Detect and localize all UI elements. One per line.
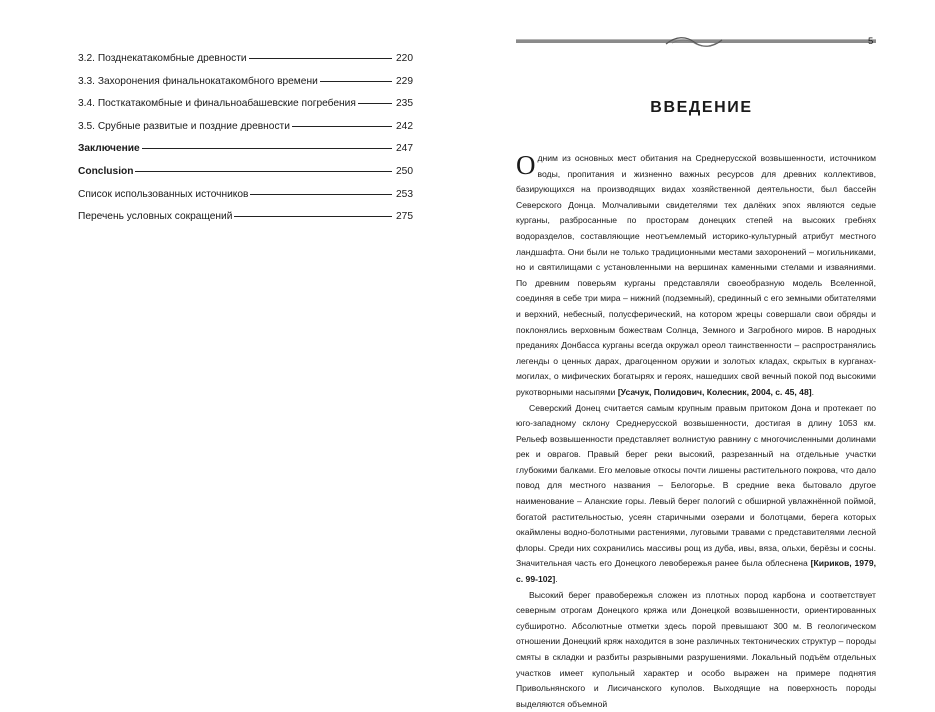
chapter-heading: ВВЕДЕНИЕ [650, 99, 753, 116]
toc-entry[interactable] [78, 165, 413, 188]
toc-entry-title: Conclusion [78, 165, 134, 177]
toc-entry[interactable] [78, 210, 413, 233]
toc-entry-page: 220 [396, 53, 413, 64]
toc-entry-title: 3.3. Захоронения финальнокатакомбного времени [78, 75, 318, 87]
toc-leader-line [142, 148, 392, 149]
left-page [0, 0, 467, 661]
toc-leader-line [358, 103, 392, 104]
toc-entry-title: 3.5. Срубные развитые и поздние древности [78, 120, 290, 132]
toc-leader-line [292, 126, 392, 127]
toc-leader-line [249, 58, 392, 59]
toc-entry-title: 3.4. Посткатакомбные и финальноабашевские погребения [78, 98, 356, 110]
toc-entry-title: Список использованных источников [78, 188, 249, 200]
right-page [468, 0, 935, 709]
toc-entry-page: 235 [396, 98, 413, 110]
toc-entry-page: 275 [396, 211, 413, 223]
toc-entry-page: 253 [396, 188, 413, 200]
paragraph-text: дним из основных мест обитания на Среднерусской возвышенности, источником воды, пропитания и жизненно важных ресурсов для древних коллективов, базирующихся на производящих видах хозяйственной деятельности, был бассейн Северского Донца. Молчаливыми свидетелями тех далёких эпох являются седые курганы, разбросанные по просторам донецких степей на высоких гребнях водоразделов, составляющие неотъемлемый историко-культурный атрибут местного ландшафта. Они были не только традиционными местами захоронений – могильниками, но и святилищами с установленными на вершинах каменными стелами и изваяниями. По древним поверьям курганы представляли своеобразную модель Вселенной, соединяя в себе три мира – нижний (подземный), срединный с его земными обитателями и верхний, небесный, полусферический, на котором жрецы совершали свои обряды и поклонялись верховным божествам Солнца, Земного и Загробного миров. В народных преданиях Донбасса курганы всегда окружал ореол таинственности – распространялись легенды о ценных дарах, драгоценном оружии и золотых кладах, скрытых в курганах-могилах, о мифических богатырях и героях, нашедших свой вечный покой под высокими рукотворными насыпями [516, 153, 876, 397]
paragraph [516, 588, 876, 712]
toc-entry[interactable] [78, 52, 413, 75]
toc-entry[interactable] [78, 120, 413, 143]
citation: [Усачук, Полидович, Колесник, 2004, с. 45, 48] [617, 386, 812, 397]
toc-entry[interactable] [78, 188, 413, 211]
table-of-contents [78, 52, 413, 233]
toc-entry[interactable] [78, 142, 413, 165]
toc-entry-title: Заключение [78, 143, 140, 155]
toc-leader-line [234, 216, 392, 217]
toc-entry[interactable] [78, 75, 413, 98]
page-number: 5 [868, 36, 874, 47]
toc-entry-title: Перечень условных сокращений [78, 211, 233, 223]
toc-leader-line [250, 194, 392, 195]
toc-entry-page: 247 [396, 143, 413, 155]
toc-entry-page: 242 [396, 120, 413, 132]
toc-entry-title: 3.2. Позднекатакомбные древности [78, 53, 247, 64]
toc-leader-line [135, 171, 392, 172]
header-ornament-rule [516, 34, 876, 50]
paragraph [516, 151, 876, 401]
toc-leader-line [320, 81, 392, 82]
toc-entry[interactable] [78, 97, 413, 120]
paragraph-end: . [555, 574, 558, 585]
paragraph-end: . [811, 386, 814, 397]
citation: [Кириков, 1979, с. 99-102] [516, 558, 876, 585]
drop-cap: О [516, 150, 536, 180]
paragraph [516, 401, 876, 588]
toc-entry-page: 250 [396, 165, 413, 177]
paragraph-text: Высокий берег правобережья сложен из плотных пород карбона и соответствует северным отрогам Донецкого кряжа или Донецкой возвышенности, ориентированных субширотно. Абсолютные отметки здесь порой превышают 300 м. В геологическом отношении Донецкий кряж находится в зоне различных тектонических структур – породы смяты в складки и разбиты разрывными разрушениями. Локальный подъём отдельных участков имеет купольный характер и особо выражен на примере поднятия Привольнянского и Лисичанского куполов. Выходящие на поверхность породы выделяются объемной [516, 589, 876, 709]
body-text [516, 151, 876, 712]
toc-entry-page: 229 [396, 75, 413, 87]
paragraph-text: Северский Донец считается самым крупным правым притоком Дона и протекает по юго-западному склону Среднерусской возвышенности, достигая в длину 1053 км. Рельеф возвышенности представляет волнистую равнину с многочисленными долинами рек и оврагов. Правый берег реки высокий, разрезанный на отдельные участки глубокими балками. Его меловые откосы почти лишены растительного покрова, что дало повод для местного названия – Белогорье. В средние века бытовало другое наименование – Аланские горы. Левый берег пологий с обширной увлажнённой поймой, богатой растительностью, усеян старичными озерами и болотцами, берега которых окаймлены водно-болотными растениями, луговыми травами с представителями лесной флоры. Среди них сохранились массивы рощ из дуба, ивы, вяза, ольхи, берёзы и сосны. Значительная часть его Донецкого левобережья ранее была облеснена [516, 402, 876, 569]
